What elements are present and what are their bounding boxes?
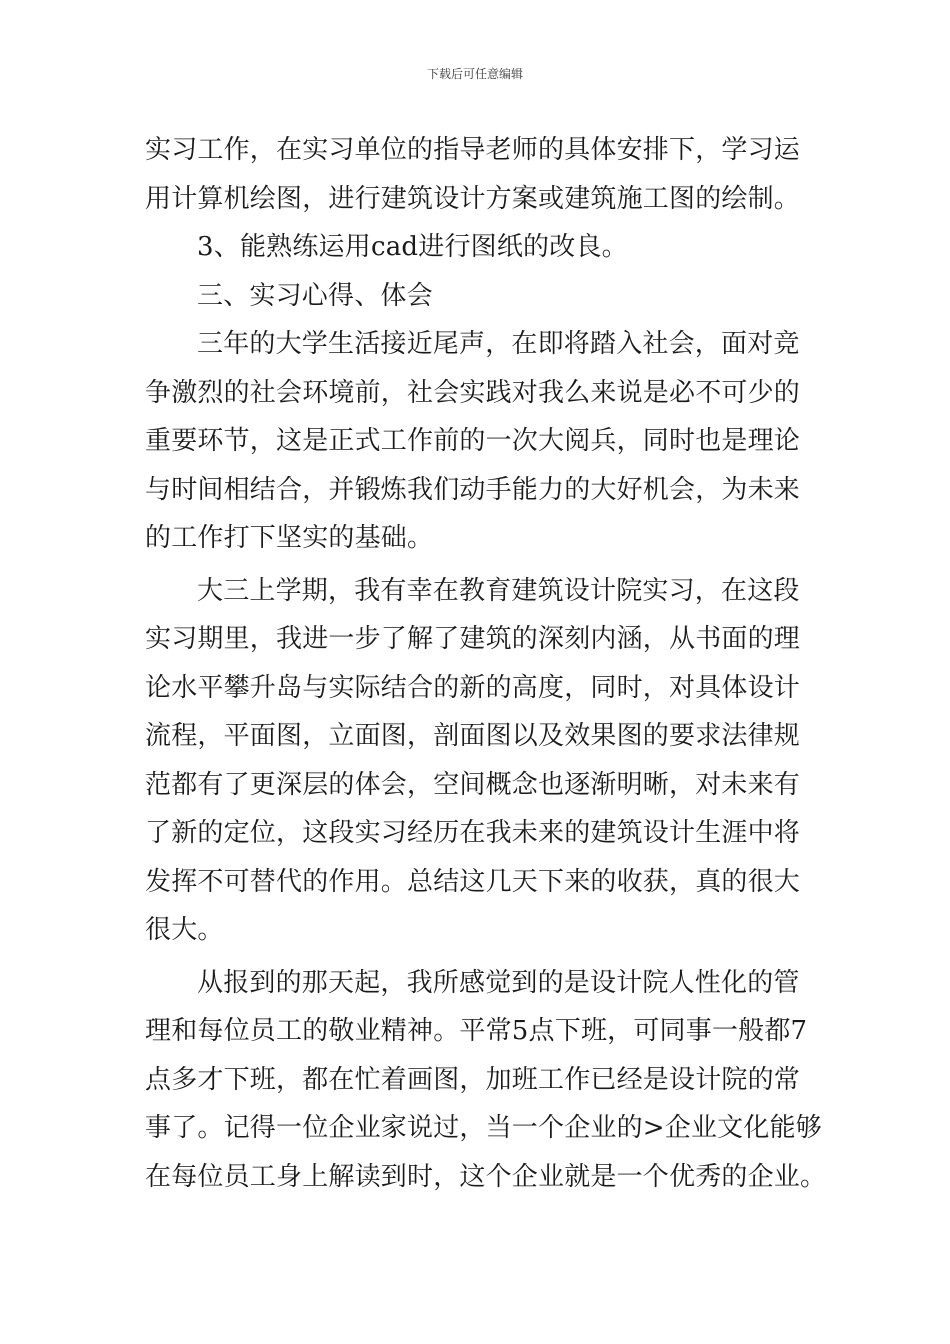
- body-line: 发挥不可替代的作用。总结这几天下来的收获，真的很大: [145, 866, 801, 897]
- body-line: 很大。: [145, 915, 224, 945]
- body-line: 事了。记得一位企业家说过，当一个企业的>企业文化能够: [145, 1113, 822, 1143]
- page-header-note: 下载后可任意编辑: [426, 67, 523, 81]
- section-heading: 三、实习心得、体会: [197, 280, 433, 311]
- paragraph-start: 大三上学期，我有幸在教育建筑设计院实习，在这段: [197, 575, 800, 606]
- body-line: 理和每位员工的敬业精神。平常5点下班，可同事一般都7: [145, 1016, 808, 1046]
- list-item-3: 3、能熟练运用cad进行图纸的改良。: [197, 232, 628, 262]
- body-line: 争激烈的社会环境前，社会实践对我么来说是必不可少的: [145, 377, 801, 408]
- body-line: 点多才下班，都在忙着画图，加班工作已经是设计院的常: [145, 1064, 801, 1095]
- body-line: 的工作打下坚实的基础。: [145, 523, 434, 553]
- document-body: [145, 126, 827, 1201]
- body-line: 重要环节，这是正式工作前的一次大阅兵，同时也是理论: [145, 426, 801, 456]
- body-line: 在每位员工身上解读到时，这个企业就是一个优秀的企业。: [145, 1161, 827, 1192]
- body-line: 实习工作，在实习单位的指导老师的具体安排下，学习运: [145, 135, 801, 165]
- paragraph-start: 三年的大学生活接近尾声，在即将踏入社会，面对竞: [197, 329, 800, 359]
- body-line: 用计算机绘图，进行建筑设计方案或建筑施工图的绘制。: [145, 183, 801, 214]
- body-line: 范都有了更深层的体会，空间概念也逐渐明晰，对未来有: [145, 769, 801, 800]
- paragraph-start: 从报到的那天起，我所感觉到的是设计院人性化的管: [197, 967, 800, 998]
- body-line: 流程，平面图，立面图，剖面图以及效果图的要求法律规: [145, 721, 801, 751]
- body-line: 实习期里，我进一步了解了建筑的深刻内涵，从书面的理: [145, 624, 801, 654]
- body-line: 论水平攀升岛与实际结合的新的高度，同时，对具体设计: [145, 672, 801, 703]
- body-line: 了新的定位，这段实习经历在我未来的建筑设计生涯中将: [145, 818, 801, 848]
- body-line: 与时间相结合，并锻炼我们动手能力的大好机会，为未来: [145, 474, 801, 505]
